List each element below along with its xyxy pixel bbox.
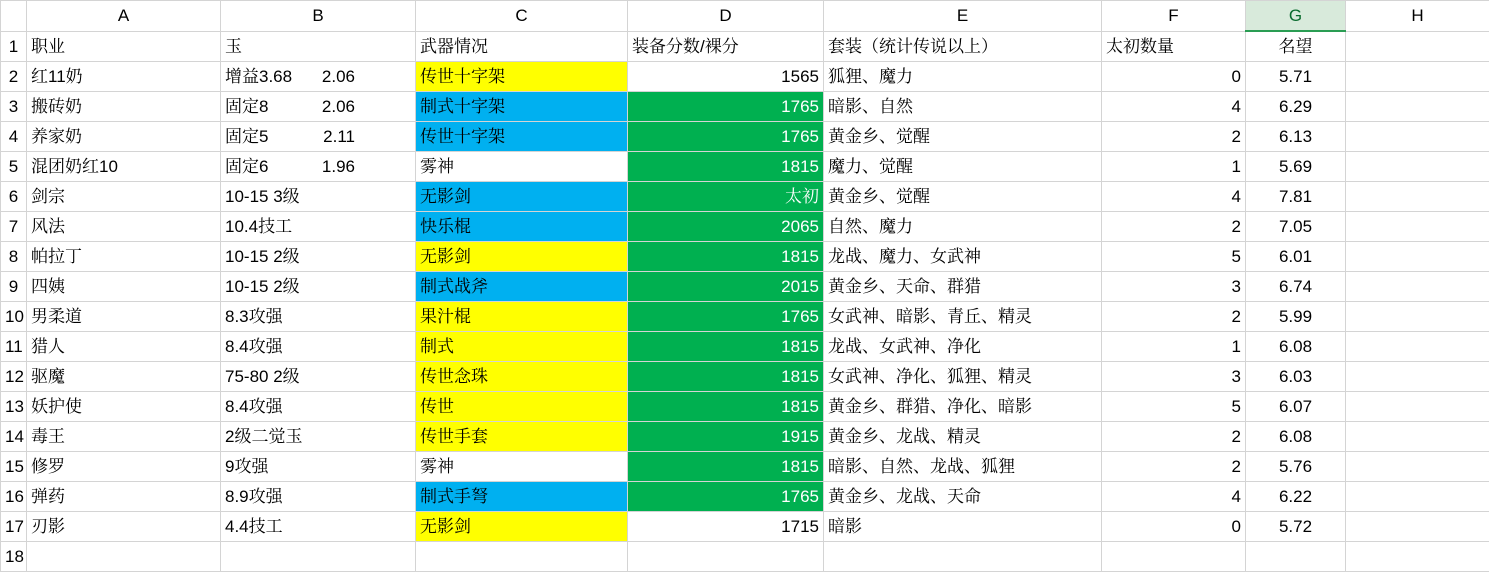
cell-weapon[interactable]: 无影剑	[416, 242, 628, 272]
row-header[interactable]: 9	[1, 272, 27, 302]
table-row[interactable]	[1, 242, 1489, 272]
cell-empty[interactable]	[1346, 212, 1489, 242]
cell-weapon[interactable]: 无影剑	[416, 512, 628, 542]
cell-set[interactable]: 自然、魔力	[824, 212, 1102, 242]
cell-weapon[interactable]: 果汁棍	[416, 302, 628, 332]
table-row[interactable]	[1, 152, 1489, 182]
cell-set[interactable]	[824, 542, 1102, 572]
header-cell-c[interactable]: 武器情况	[416, 31, 628, 62]
cell-empty[interactable]	[1346, 482, 1489, 512]
cell-gear-score[interactable]: 1765	[628, 122, 824, 152]
column-header-f[interactable]: F	[1102, 1, 1246, 32]
cell-jade[interactable]	[221, 212, 416, 242]
cell-gear-score[interactable]: 1815	[628, 392, 824, 422]
cell-fame[interactable]: 6.74	[1246, 272, 1346, 302]
row-header[interactable]: 16	[1, 482, 27, 512]
column-header-g[interactable]: G	[1246, 1, 1346, 32]
table-row[interactable]	[1, 302, 1489, 332]
cell-set[interactable]: 黄金乡、龙战、天命	[824, 482, 1102, 512]
cell-profession[interactable]: 驱魔	[27, 362, 221, 392]
cell-set[interactable]: 黄金乡、觉醒	[824, 122, 1102, 152]
cell-taichu-count[interactable]: 3	[1102, 362, 1246, 392]
cell-weapon[interactable]: 传世念珠	[416, 362, 628, 392]
cell-jade-value: 4.4技工	[225, 512, 283, 541]
header-cell-f[interactable]: 太初数量	[1102, 31, 1246, 62]
cell-profession[interactable]: 四姨	[27, 272, 221, 302]
cell-taichu-count[interactable]: 4	[1102, 482, 1246, 512]
table-row[interactable]	[1, 512, 1489, 542]
cell-set[interactable]: 黄金乡、觉醒	[824, 182, 1102, 212]
cell-fame[interactable]: 6.08	[1246, 332, 1346, 362]
cell-taichu-count[interactable]: 4	[1102, 92, 1246, 122]
cell-profession[interactable]: 猎人	[27, 332, 221, 362]
cell-weapon[interactable]: 制式	[416, 332, 628, 362]
cell-jade-value: 8.4攻强	[225, 332, 283, 361]
cell-weapon[interactable]: 制式十字架	[416, 92, 628, 122]
cell-profession[interactable]: 风法	[27, 212, 221, 242]
cell-weapon[interactable]	[416, 542, 628, 572]
cell-set[interactable]: 龙战、魔力、女武神	[824, 242, 1102, 272]
cell-taichu-count[interactable]: 2	[1102, 212, 1246, 242]
cell-set[interactable]: 黄金乡、群猎、净化、暗影	[824, 392, 1102, 422]
cell-jade[interactable]	[221, 422, 416, 452]
cell-jade-secondary-value: 2.11	[323, 122, 411, 151]
cell-jade[interactable]	[221, 452, 416, 482]
cell-taichu-count[interactable]: 2	[1102, 422, 1246, 452]
cell-empty[interactable]	[1346, 512, 1489, 542]
cell-fame[interactable]: 5.72	[1246, 512, 1346, 542]
cell-gear-score[interactable]: 1565	[628, 62, 824, 92]
table-row[interactable]	[1, 272, 1489, 302]
row-header[interactable]: 11	[1, 332, 27, 362]
cell-jade-value: 10-15 2级	[225, 242, 300, 271]
cell-jade-value: 8.9攻强	[225, 482, 283, 511]
cell-jade-value: 固定8	[225, 92, 268, 121]
cell-set[interactable]: 暗影、自然、龙战、狐狸	[824, 452, 1102, 482]
cell-jade[interactable]	[221, 182, 416, 212]
row-header[interactable]: 4	[1, 122, 27, 152]
cell-fame[interactable]: 6.08	[1246, 422, 1346, 452]
cell-jade-value: 8.4攻强	[225, 392, 283, 421]
cell-gear-score[interactable]: 1815	[628, 332, 824, 362]
row-header[interactable]: 5	[1, 152, 27, 182]
cell-profession[interactable]: 养家奶	[27, 122, 221, 152]
cell-jade-value: 增益3.68	[225, 62, 292, 91]
cell-gear-score[interactable]: 2065	[628, 212, 824, 242]
cell-jade-secondary-value: 1.96	[322, 152, 411, 181]
cell-profession[interactable]: 红11奶	[27, 62, 221, 92]
row-header[interactable]: 17	[1, 512, 27, 542]
row-header[interactable]: 8	[1, 242, 27, 272]
cell-weapon[interactable]: 传世十字架	[416, 62, 628, 92]
cell-jade-value: 8.3攻强	[225, 302, 283, 331]
table-row[interactable]	[1, 362, 1489, 392]
cell-jade-secondary-value: 2.06	[322, 92, 411, 121]
cell-gear-score[interactable]: 1715	[628, 512, 824, 542]
cell-set[interactable]: 魔力、觉醒	[824, 152, 1102, 182]
row-header[interactable]: 1	[1, 31, 27, 62]
header-cell-e[interactable]: 套装（统计传说以上）	[824, 31, 1102, 62]
cell-empty[interactable]	[1346, 302, 1489, 332]
cell-taichu-count[interactable]: 2	[1102, 302, 1246, 332]
cell-jade-value: 9攻强	[225, 452, 268, 481]
cell-empty[interactable]	[1346, 92, 1489, 122]
column-header-h[interactable]: H	[1346, 1, 1489, 32]
cell-profession[interactable]: 搬砖奶	[27, 92, 221, 122]
cell-gear-score[interactable]	[628, 542, 824, 572]
cell-weapon[interactable]: 传世手套	[416, 422, 628, 452]
cell-taichu-count[interactable]	[1102, 542, 1246, 572]
cell-jade[interactable]	[221, 122, 416, 152]
row-header[interactable]: 14	[1, 422, 27, 452]
cell-weapon[interactable]: 无影剑	[416, 182, 628, 212]
row-header[interactable]: 15	[1, 452, 27, 482]
cell-profession[interactable]	[27, 542, 221, 572]
cell-taichu-count[interactable]: 2	[1102, 452, 1246, 482]
cell-set[interactable]: 暗影、自然	[824, 92, 1102, 122]
cell-weapon[interactable]: 雾神	[416, 152, 628, 182]
cell-jade-value: 10.4技工	[225, 212, 292, 241]
cell-taichu-count[interactable]: 2	[1102, 122, 1246, 152]
cell-jade-value: 固定5	[225, 122, 268, 151]
cell-taichu-count[interactable]: 1	[1102, 152, 1246, 182]
cell-profession[interactable]: 弹药	[27, 482, 221, 512]
table-header-row	[1, 31, 1489, 62]
cell-gear-score[interactable]: 1815	[628, 452, 824, 482]
cell-weapon[interactable]: 雾神	[416, 452, 628, 482]
cell-gear-score[interactable]: 1815	[628, 242, 824, 272]
table-row[interactable]	[1, 182, 1489, 212]
cell-profession[interactable]: 妖护使	[27, 392, 221, 422]
cell-profession[interactable]: 混团奶红10	[27, 152, 221, 182]
cell-jade-secondary-value: 2.06	[322, 62, 411, 91]
cell-fame[interactable]: 6.13	[1246, 122, 1346, 152]
cell-weapon[interactable]: 制式战斧	[416, 272, 628, 302]
cell-jade[interactable]	[221, 332, 416, 362]
cell-gear-score[interactable]: 1815	[628, 152, 824, 182]
cell-profession[interactable]: 修罗	[27, 452, 221, 482]
cell-jade[interactable]	[221, 362, 416, 392]
table-row[interactable]	[1, 92, 1489, 122]
cell-taichu-count[interactable]: 5	[1102, 242, 1246, 272]
cell-taichu-count[interactable]: 0	[1102, 62, 1246, 92]
cell-jade-value: 10-15 3级	[225, 182, 300, 211]
cell-empty[interactable]	[1346, 422, 1489, 452]
cell-set[interactable]: 龙战、女武神、净化	[824, 332, 1102, 362]
column-header-b[interactable]: B	[221, 1, 416, 32]
table-row[interactable]	[1, 332, 1489, 362]
cell-fame[interactable]: 5.76	[1246, 452, 1346, 482]
cell-taichu-count[interactable]: 4	[1102, 182, 1246, 212]
cell-fame[interactable]: 6.03	[1246, 362, 1346, 392]
cell-weapon[interactable]: 传世	[416, 392, 628, 422]
cell-jade[interactable]	[221, 272, 416, 302]
cell-gear-score[interactable]: 1765	[628, 482, 824, 512]
cell-jade[interactable]	[221, 152, 416, 182]
header-cell-h[interactable]	[1346, 31, 1489, 62]
cell-taichu-count[interactable]: 0	[1102, 512, 1246, 542]
cell-jade[interactable]	[221, 92, 416, 122]
row-header[interactable]: 13	[1, 392, 27, 422]
table-row[interactable]	[1, 452, 1489, 482]
cell-empty[interactable]	[1346, 332, 1489, 362]
cell-set[interactable]: 狐狸、魔力	[824, 62, 1102, 92]
cell-jade[interactable]	[221, 302, 416, 332]
cell-fame[interactable]: 5.69	[1246, 152, 1346, 182]
cell-empty[interactable]	[1346, 362, 1489, 392]
cell-fame[interactable]: 7.81	[1246, 182, 1346, 212]
table-row[interactable]	[1, 392, 1489, 422]
cell-jade[interactable]	[221, 542, 416, 572]
cell-empty[interactable]	[1346, 152, 1489, 182]
cell-empty[interactable]	[1346, 542, 1489, 572]
column-header-d[interactable]: D	[628, 1, 824, 32]
cell-jade-value: 2级二觉玉	[225, 422, 302, 451]
table-row[interactable]	[1, 482, 1489, 512]
cell-set[interactable]: 女武神、暗影、青丘、精灵	[824, 302, 1102, 332]
cell-profession[interactable]: 男柔道	[27, 302, 221, 332]
cell-fame[interactable]: 5.71	[1246, 62, 1346, 92]
cell-set[interactable]: 黄金乡、龙战、精灵	[824, 422, 1102, 452]
cell-profession[interactable]: 毒王	[27, 422, 221, 452]
header-cell-a[interactable]: 职业	[27, 31, 221, 62]
cell-jade-value: 75-80 2级	[225, 362, 300, 391]
header-cell-g[interactable]: 名望	[1246, 31, 1346, 62]
cell-jade[interactable]	[221, 62, 416, 92]
cell-empty[interactable]	[1346, 62, 1489, 92]
cell-weapon[interactable]: 传世十字架	[416, 122, 628, 152]
cell-fame[interactable]: 6.07	[1246, 392, 1346, 422]
cell-jade[interactable]	[221, 512, 416, 542]
table-row[interactable]	[1, 422, 1489, 452]
column-header-a[interactable]: A	[27, 1, 221, 32]
cell-jade-value: 固定6	[225, 152, 268, 181]
cell-empty[interactable]	[1346, 122, 1489, 152]
cell-taichu-count[interactable]: 3	[1102, 272, 1246, 302]
cell-fame[interactable]: 6.29	[1246, 92, 1346, 122]
row-header[interactable]: 12	[1, 362, 27, 392]
cell-gear-score[interactable]: 1815	[628, 362, 824, 392]
cell-gear-score[interactable]: 太初	[628, 182, 824, 212]
cell-gear-score[interactable]: 1765	[628, 302, 824, 332]
table-row[interactable]	[1, 122, 1489, 152]
cell-gear-score[interactable]: 1915	[628, 422, 824, 452]
cell-profession[interactable]: 刃影	[27, 512, 221, 542]
cell-jade[interactable]	[221, 242, 416, 272]
cell-set[interactable]: 黄金乡、天命、群猎	[824, 272, 1102, 302]
cell-fame[interactable]: 7.05	[1246, 212, 1346, 242]
table-row[interactable]	[1, 542, 1489, 572]
row-header[interactable]: 7	[1, 212, 27, 242]
header-cell-d[interactable]: 装备分数/裸分	[628, 31, 824, 62]
cell-gear-score[interactable]: 2015	[628, 272, 824, 302]
cell-weapon[interactable]: 制式手弩	[416, 482, 628, 512]
cell-fame[interactable]: 6.22	[1246, 482, 1346, 512]
cell-jade[interactable]	[221, 392, 416, 422]
cell-empty[interactable]	[1346, 272, 1489, 302]
cell-jade[interactable]	[221, 482, 416, 512]
cell-fame[interactable]: 6.01	[1246, 242, 1346, 272]
cell-set[interactable]: 女武神、净化、狐狸、精灵	[824, 362, 1102, 392]
cell-fame[interactable]	[1246, 542, 1346, 572]
cell-profession[interactable]: 剑宗	[27, 182, 221, 212]
cell-profession[interactable]: 帕拉丁	[27, 242, 221, 272]
row-header[interactable]: 6	[1, 182, 27, 212]
cell-weapon[interactable]: 快乐棍	[416, 212, 628, 242]
cell-fame[interactable]: 5.99	[1246, 302, 1346, 332]
header-cell-b[interactable]: 玉	[221, 31, 416, 62]
row-header[interactable]: 3	[1, 92, 27, 122]
cell-jade-value: 10-15 2级	[225, 272, 300, 301]
cell-taichu-count[interactable]: 5	[1102, 392, 1246, 422]
cell-gear-score[interactable]: 1765	[628, 92, 824, 122]
cell-set[interactable]: 暗影	[824, 512, 1102, 542]
row-header[interactable]: 10	[1, 302, 27, 332]
cell-empty[interactable]	[1346, 182, 1489, 212]
cell-taichu-count[interactable]: 1	[1102, 332, 1246, 362]
row-header[interactable]: 18	[1, 542, 27, 572]
table-row[interactable]	[1, 212, 1489, 242]
cell-empty[interactable]	[1346, 452, 1489, 482]
column-header-c[interactable]: C	[416, 1, 628, 32]
table-row[interactable]	[1, 62, 1489, 92]
select-all-corner[interactable]	[1, 1, 27, 32]
cell-empty[interactable]	[1346, 242, 1489, 272]
row-header[interactable]: 2	[1, 62, 27, 92]
column-header-e[interactable]: E	[824, 1, 1102, 32]
cell-empty[interactable]	[1346, 392, 1489, 422]
column-header-row	[1, 1, 1489, 32]
